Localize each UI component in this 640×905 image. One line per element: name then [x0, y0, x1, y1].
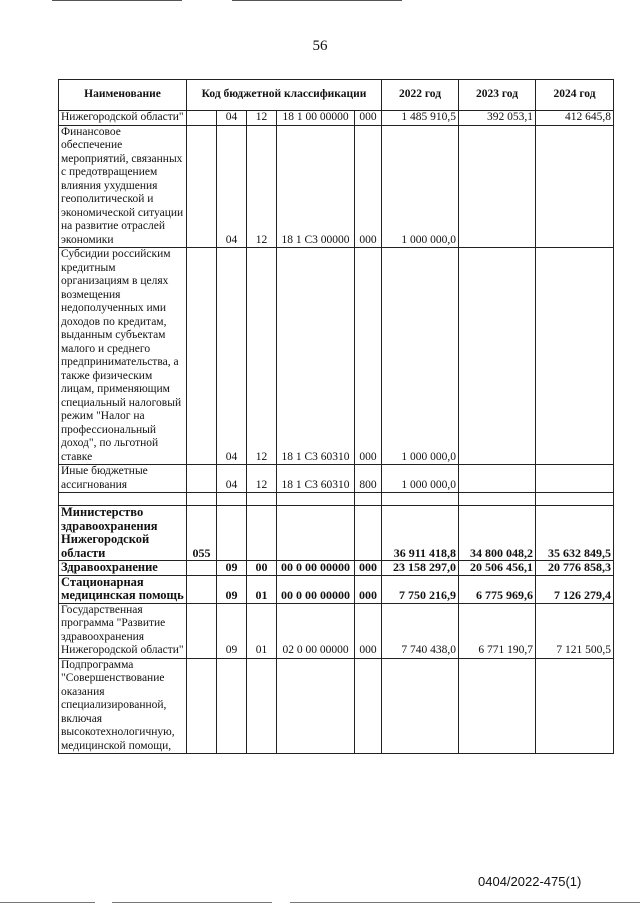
table-row	[59, 506, 614, 561]
row-ved	[187, 658, 217, 754]
row-rz	[217, 506, 247, 561]
row-2024: 7 126 279,4	[536, 575, 614, 603]
row-pr: 12	[247, 248, 277, 465]
row-rz: 09	[217, 561, 247, 576]
row-name: Иные бюджетные ассигнования	[59, 465, 187, 493]
row-rz	[217, 658, 247, 754]
row-2022: 7 740 438,0	[382, 603, 459, 658]
row-name: Подпрограмма "Совершенствование оказания специализированной, включая высокотехнологичную, медицинской помощи,	[59, 658, 187, 754]
row-pr: 12	[247, 465, 277, 493]
table-row	[59, 575, 614, 603]
row-name: Государственная программа "Развитие здравоохранения Нижегородской области"	[59, 603, 187, 658]
row-2023: 392 053,1	[459, 111, 536, 126]
budget-table	[58, 79, 614, 754]
row-2024	[536, 658, 614, 754]
row-ved	[187, 603, 217, 658]
row-name: Субсидии российским кредитным организациям в целях возмещения недополученных ими доходов по кредитам, выданным субъектам малого и среднего предпринимательства, а также физическим лицам, применяющим специальный налоговый режим "Налог на профессиональный доход", по льготной ставке	[59, 248, 187, 465]
row-name: Стационарная медицинская помощь	[59, 575, 187, 603]
table-header-row	[59, 80, 614, 111]
document-code: 0404/2022-475(1)	[478, 874, 582, 889]
header-2023: 2023 год	[459, 80, 536, 111]
bottom-edge-line-mid	[112, 902, 272, 903]
row-rz: 04	[217, 111, 247, 126]
row-rz: 09	[217, 603, 247, 658]
table-spacer-row	[59, 493, 614, 506]
row-pr: 01	[247, 575, 277, 603]
row-pr	[247, 506, 277, 561]
table-row	[59, 658, 614, 754]
row-csr: 18 1 С3 00000	[277, 125, 355, 248]
row-csr: 02 0 00 00000	[277, 603, 355, 658]
row-rz: 04	[217, 465, 247, 493]
row-2022: 7 750 216,9	[382, 575, 459, 603]
row-vr: 000	[355, 248, 382, 465]
row-2024: 20 776 858,3	[536, 561, 614, 576]
header-2022: 2022 год	[382, 80, 459, 111]
row-name: Здравоохранение	[59, 561, 187, 576]
row-name: Министерство здравоохранения Нижегородской области	[59, 506, 187, 561]
row-csr	[277, 506, 355, 561]
page-number: 56	[312, 38, 328, 54]
row-ved	[187, 575, 217, 603]
row-2022	[382, 658, 459, 754]
header-2024: 2024 год	[536, 80, 614, 111]
row-2024	[536, 248, 614, 465]
row-2023: 34 800 048,2	[459, 506, 536, 561]
row-2022: 1 485 910,5	[382, 111, 459, 126]
row-vr: 000	[355, 575, 382, 603]
row-ved	[187, 248, 217, 465]
row-2022: 1 000 000,0	[382, 465, 459, 493]
row-name: Нижегородской области"	[59, 111, 187, 126]
table-row	[59, 561, 614, 576]
row-csr: 00 0 00 00000	[277, 575, 355, 603]
table-row	[59, 111, 614, 126]
row-ved	[187, 465, 217, 493]
table-row	[59, 248, 614, 465]
row-rz: 04	[217, 248, 247, 465]
row-pr: 00	[247, 561, 277, 576]
row-ved	[187, 561, 217, 576]
row-vr: 000	[355, 111, 382, 126]
bottom-edge-line-right	[290, 902, 640, 903]
row-2024	[536, 465, 614, 493]
row-pr: 12	[247, 125, 277, 248]
row-name: Финансовое обеспечение мероприятий, связанных с предотвращением влияния ухудшения геополитической и экономической ситуации на развитие отраслей экономики	[59, 125, 187, 248]
table-row	[59, 125, 614, 248]
row-pr: 12	[247, 111, 277, 126]
row-2023: 6 775 969,6	[459, 575, 536, 603]
top-edge-line-left	[52, 0, 182, 1]
row-vr: 800	[355, 465, 382, 493]
row-vr: 000	[355, 561, 382, 576]
row-2024: 7 121 500,5	[536, 603, 614, 658]
bottom-edge-line-left	[0, 902, 95, 903]
row-2023	[459, 465, 536, 493]
row-2022: 1 000 000,0	[382, 248, 459, 465]
row-pr	[247, 658, 277, 754]
row-ved	[187, 125, 217, 248]
row-rz: 09	[217, 575, 247, 603]
row-rz: 04	[217, 125, 247, 248]
row-csr	[277, 658, 355, 754]
row-csr: 18 1 С3 60310	[277, 465, 355, 493]
row-2023	[459, 125, 536, 248]
row-csr: 18 1 С3 60310	[277, 248, 355, 465]
row-vr: 000	[355, 125, 382, 248]
row-2024: 412 645,8	[536, 111, 614, 126]
row-2023	[459, 248, 536, 465]
table-row	[59, 603, 614, 658]
row-2023: 6 771 190,7	[459, 603, 536, 658]
row-ved	[187, 111, 217, 126]
header-name: Наименование	[59, 80, 187, 111]
row-2024	[536, 125, 614, 248]
row-2024: 35 632 849,5	[536, 506, 614, 561]
row-ved: 055	[187, 506, 217, 561]
row-vr	[355, 658, 382, 754]
row-vr: 000	[355, 603, 382, 658]
table-row	[59, 465, 614, 493]
row-pr: 01	[247, 603, 277, 658]
row-vr	[355, 506, 382, 561]
row-2023	[459, 658, 536, 754]
top-edge-line-right	[232, 0, 402, 1]
row-2023: 20 506 456,1	[459, 561, 536, 576]
row-2022: 23 158 297,0	[382, 561, 459, 576]
header-code: Код бюджетной классификации	[187, 80, 382, 111]
row-csr: 18 1 00 00000	[277, 111, 355, 126]
row-2022: 36 911 418,8	[382, 506, 459, 561]
row-2022: 1 000 000,0	[382, 125, 459, 248]
row-csr: 00 0 00 00000	[277, 561, 355, 576]
